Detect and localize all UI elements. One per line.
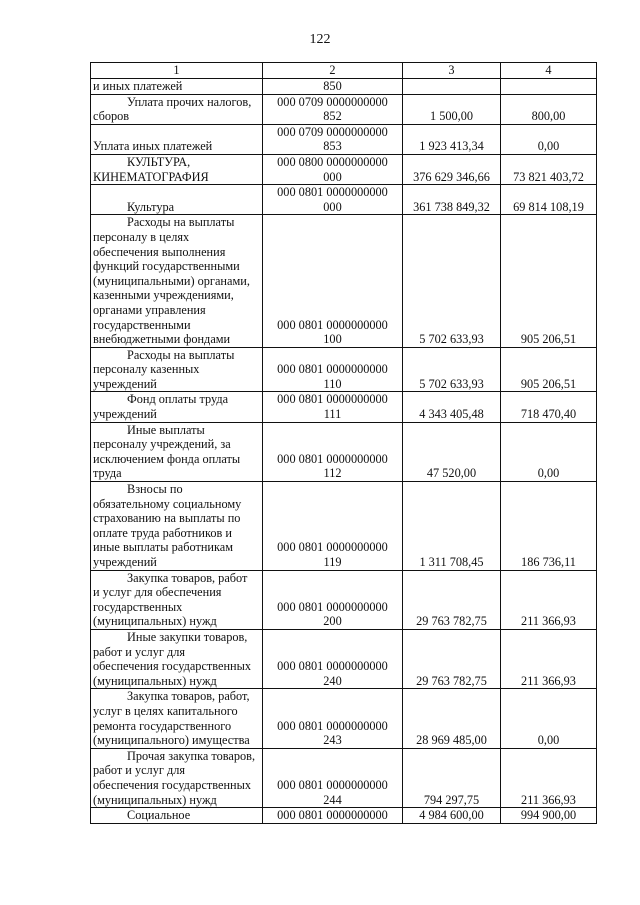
row-name-line: КИНЕМАТОГРАФИЯ [93,169,209,184]
row-name-line: (муниципальными) органами, [93,273,250,288]
row-name-first-line: Культура [127,199,175,214]
row-name-cell [91,422,263,481]
row-name-line: обеспечения выполнения [93,244,226,259]
row-name-line: обеспечения государственных [93,777,252,792]
table-row [91,748,597,807]
row-code-line-1: 000 0800 0000000000 [277,154,388,169]
row-code-cell [263,124,403,154]
row-code-cell [263,748,403,807]
table-row [91,347,597,392]
row-code-cell [263,185,403,215]
row-code-line-1: 850 [323,79,342,93]
row-code-line-2: 853 [323,139,342,154]
row-value-col4: 211 366,93 [501,748,597,807]
table-row [91,392,597,422]
page-number: 122 [309,32,331,47]
row-code-cell [263,94,403,124]
row-name-line: услуг в целях капитального [93,703,238,718]
row-name-first-line: Прочая закупка товаров, [127,748,256,763]
row-value-col3: 4 984 600,00 [403,808,501,824]
row-name-first-line: КУЛЬТУРА, [127,154,191,169]
row-name-cell [91,629,263,688]
row-code-line-2: 000 [323,169,342,184]
table-row [91,808,597,824]
table-row [91,482,597,571]
row-value-col4: 0,00 [501,422,597,481]
row-value-col4: 0,00 [501,689,597,748]
row-name-line: государственными [93,317,191,332]
row-name-first-line: Расходы на выплаты [127,347,235,362]
row-name-line: казенными учреждениями, [93,288,234,303]
row-value-col3: 1 923 413,34 [403,124,501,154]
row-name-first-line: Уплата прочих налогов, [127,94,252,109]
row-value-col3: 376 629 346,66 [403,154,501,184]
row-code-cell [263,347,403,392]
row-name-line: труда [93,466,122,481]
row-value-col4: 69 814 108,19 [501,185,597,215]
row-code-line-1: 000 0801 0000000000 [277,317,388,332]
row-name-first-line: Расходы на выплаты [127,215,235,230]
row-code-line-2: 243 [323,733,342,748]
row-code-cell [263,215,403,347]
row-value-col3: 28 969 485,00 [403,689,501,748]
row-name-first-line: Взносы по [127,482,183,497]
table-header-row [91,63,597,79]
row-name-line: обеспечения государственных [93,659,252,674]
column-header-3: 3 [403,63,501,79]
row-value-col3: 29 763 782,75 [403,570,501,629]
column-header-1: 1 [91,63,263,79]
row-code-line-1: 000 0801 0000000000 [277,362,388,377]
row-name-line: персоналу в целях [93,229,190,244]
row-value-col4: 186 736,11 [501,482,597,571]
row-value-col4: 211 366,93 [501,570,597,629]
row-name-cell [91,124,263,154]
row-name-first-line: Закупка товаров, работ [127,570,248,585]
row-code-line-2: 111 [323,407,342,422]
row-value-col4: 718 470,40 [501,392,597,422]
row-code-line-2: 110 [323,376,342,391]
row-value-col3: 5 702 633,93 [403,215,501,347]
row-value-col4: 73 821 403,72 [501,154,597,184]
row-name-first-line: Закупка товаров, работ, [127,689,250,704]
row-name-first-line: Фонд оплаты труда [127,392,229,407]
row-code-cell [263,482,403,571]
row-name-line: (муниципального) имущества [93,733,250,748]
row-name-line: государственных [93,599,183,614]
column-header-4: 4 [501,63,597,79]
row-code-cell [263,629,403,688]
row-code-line-1: 000 0801 0000000000 [277,392,388,407]
row-name-line: сборов [93,109,130,124]
row-value-col4 [501,79,597,95]
row-code-cell [263,808,403,824]
table-row [91,185,597,215]
table-row [91,570,597,629]
row-name-line: персоналу учреждений, за [93,437,231,452]
table-row [91,422,597,481]
row-code-cell [263,154,403,184]
row-code-line-1: 000 0801 0000000000 [277,718,388,733]
row-name-line: (муниципальных) нужд [93,614,217,629]
row-name-line: учреждений [93,407,157,422]
row-code-line-2: 244 [323,792,342,807]
row-name-line: ремонта государственного [93,718,232,733]
row-code-line-1: 000 0709 0000000000 [277,124,388,139]
row-value-col3: 1 500,00 [403,94,501,124]
column-header-2: 2 [263,63,403,79]
row-code-line-1: 000 0801 0000000000 [277,540,388,555]
row-name-line: (муниципальных) нужд [93,673,217,688]
row-code-line-2: 240 [323,673,342,688]
row-name-line: персоналу казенных [93,362,200,377]
budget-table [90,62,597,824]
row-value-col3: 4 343 405,48 [403,392,501,422]
row-value-col4: 0,00 [501,124,597,154]
row-code-cell [263,392,403,422]
row-code-line-1: 000 0801 0000000000 [277,777,388,792]
row-code-line-1: 000 0801 0000000000 [277,185,388,200]
row-name-line: обязательному социальному [93,496,242,511]
row-code-cell [263,689,403,748]
row-code-line-2: 119 [323,555,342,569]
row-name-cell [91,570,263,629]
row-name-line: иные выплаты работникам [93,540,234,555]
row-name-cell [91,347,263,392]
row-code-line-1: 000 0801 0000000000 [277,451,388,466]
row-name-cell [91,808,263,824]
row-name-line: страхованию на выплаты по [93,511,241,526]
row-value-col3 [403,79,501,95]
row-code-line-2: 100 [323,332,342,347]
row-name-line: работ и услуг для [93,763,186,778]
row-name-first-line: Иные выплаты [127,422,205,437]
row-name-line: и иных платежей [93,79,183,93]
row-value-col3: 794 297,75 [403,748,501,807]
row-name-cell [91,689,263,748]
row-code-line-1: 000 0801 0000000000 [277,599,388,614]
row-value-col4: 800,00 [501,94,597,124]
row-name-line: учреждений [93,555,157,569]
row-name-line: внебюджетными фондами [93,332,231,347]
row-value-col3: 47 520,00 [403,422,501,481]
row-name-cell [91,79,263,95]
row-name-first-line: Социальное [127,808,191,823]
row-name-cell [91,392,263,422]
table-row [91,94,597,124]
row-name-line: работ и услуг для [93,644,186,659]
row-name-line: функций государственными [93,259,240,274]
table-row [91,215,597,347]
row-code-line-2: 852 [323,109,342,124]
row-value-col3: 1 311 708,45 [403,482,501,571]
row-name-cell [91,94,263,124]
row-value-col3: 5 702 633,93 [403,347,501,392]
row-name-cell [91,185,263,215]
row-name-line: и услуг для обеспечения [93,585,222,600]
row-name-cell [91,215,263,347]
row-code-line-2: 200 [323,614,342,629]
row-code-line-2: 000 [323,199,342,214]
row-code-line-1: 000 0801 0000000000 [277,659,388,674]
row-value-col4: 994 900,00 [501,808,597,824]
row-value-col4: 905 206,51 [501,215,597,347]
row-code-cell [263,570,403,629]
row-name-cell [91,482,263,571]
table-row [91,79,597,95]
row-name-line: органами управления [93,302,206,317]
row-name-line: исключением фонда оплаты [93,451,241,466]
row-name-first-line: Иные закупки товаров, [127,629,248,644]
row-name-line: Уплата иных платежей [93,139,213,154]
row-name-cell [91,748,263,807]
table-row [91,689,597,748]
row-code-cell [263,79,403,95]
row-value-col3: 29 763 782,75 [403,629,501,688]
row-value-col4: 905 206,51 [501,347,597,392]
table-row [91,154,597,184]
row-code-line-1: 000 0709 0000000000 [277,94,388,109]
row-code-line-1: 000 0801 0000000000 [277,808,388,823]
table-row [91,124,597,154]
row-name-line: оплате труда работников и [93,525,232,540]
table-row [91,629,597,688]
row-name-line: учреждений [93,376,157,391]
row-code-cell [263,422,403,481]
row-value-col4: 211 366,93 [501,629,597,688]
row-name-cell [91,154,263,184]
row-name-line: (муниципальных) нужд [93,792,217,807]
row-value-col3: 361 738 849,32 [403,185,501,215]
row-code-line-2: 112 [323,466,342,481]
